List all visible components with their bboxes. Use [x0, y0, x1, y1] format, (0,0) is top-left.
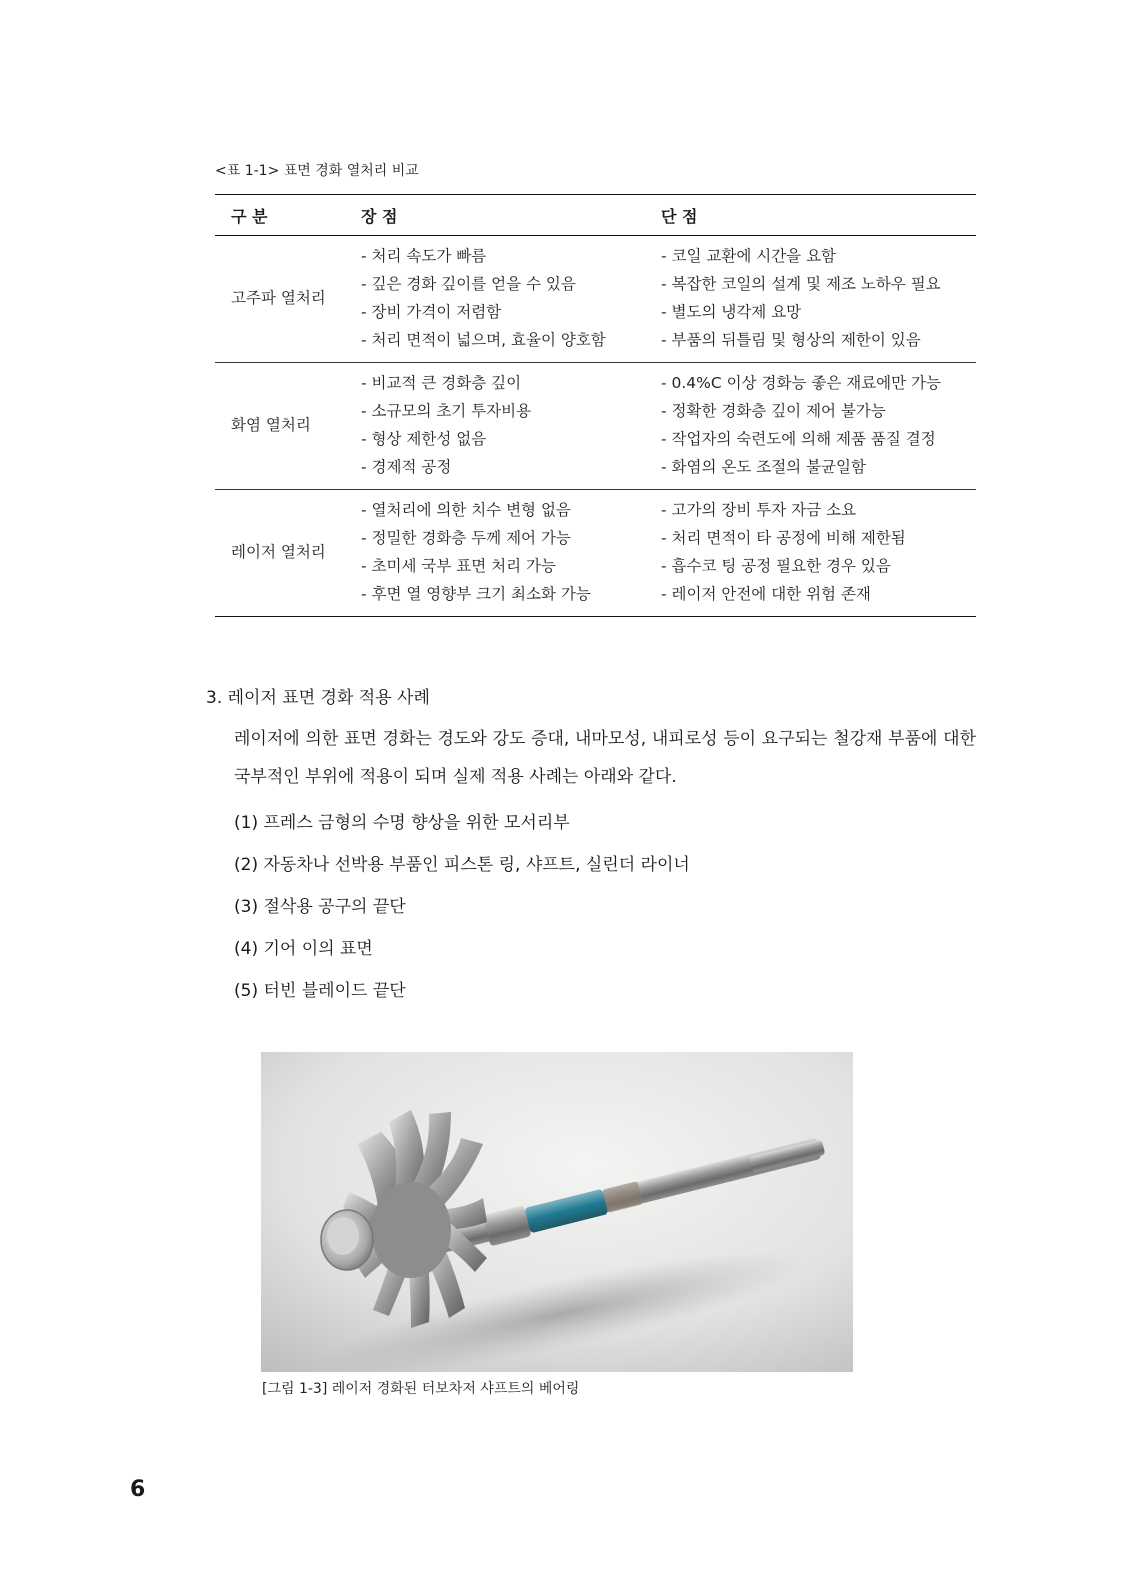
section-title: 3. 레이저 표면 경화 적용 사례: [206, 688, 430, 708]
disadvantage-line: - 복잡한 코일의 설계 및 제조 노하우 필요: [661, 275, 941, 293]
disadvantage-line: - 흡수코 팅 공정 필요한 경우 있음: [661, 557, 891, 575]
disadvantage-line: - 정확한 경화층 깊이 제어 불가능: [661, 402, 886, 420]
advantage-line: - 소규모의 초기 투자비용: [361, 402, 532, 420]
row-advantages: [361, 363, 661, 490]
row-advantages: [361, 490, 661, 617]
row-advantages: [361, 236, 661, 363]
list-item: (4) 기어 이의 표면: [234, 939, 373, 959]
table-row: [215, 236, 976, 363]
advantage-line: - 정밀한 경화층 두께 제어 가능: [361, 529, 571, 547]
advantage-line: - 깊은 경화 깊이를 얻을 수 있음: [361, 275, 576, 293]
turbocharger-shaft-photo: [261, 1052, 853, 1372]
disadvantage-line: - 레이저 안전에 대한 위험 존재: [661, 585, 871, 603]
header-disadvantages: 단 점: [661, 195, 976, 236]
turbine-hub-face: [327, 1217, 359, 1255]
application-list: [234, 802, 976, 1012]
advantage-line: - 처리 면적이 넓으며, 효율이 양호함: [361, 331, 606, 349]
disadvantage-line: - 코일 교환에 시간을 요함: [661, 247, 837, 265]
list-item: (2) 자동차나 선박용 부품인 피스톤 링, 샤프트, 실린더 라이너: [234, 855, 690, 875]
row-category: 레이저 열처리: [215, 490, 361, 617]
row-category: 고주파 열처리: [215, 236, 361, 363]
advantage-line: - 처리 속도가 빠름: [361, 247, 487, 265]
row-disadvantages: [661, 363, 976, 490]
turbine-hub-body: [371, 1182, 451, 1278]
disadvantage-line: - 별도의 냉각제 요망: [661, 303, 802, 321]
disadvantage-line: - 부품의 뒤틀림 및 형상의 제한이 있음: [661, 331, 921, 349]
section-paragraph: 레이저에 의한 표면 경화는 경도와 강도 증대, 내마모성, 내피로성 등이 요구되는 철강재 부품에 대한 국부적인 부위에 적용이 되며 실제 적용 사례는 아래와 같다.: [234, 729, 976, 787]
header-advantages: 장 점: [361, 195, 661, 236]
disadvantage-line: - 0.4%C 이상 경화능 좋은 재료에만 가능: [661, 374, 942, 392]
page-number: 6: [130, 1477, 146, 1502]
advantage-line: - 열처리에 의한 치수 변형 없음: [361, 501, 571, 519]
figure-caption: [그림 1-3] 레이저 경화된 터보차저 샤프트의 베어링: [262, 1381, 580, 1397]
section-laser-hardening: [206, 684, 976, 1012]
comparison-table: [215, 194, 976, 617]
advantage-line: - 비교적 큰 경화층 깊이: [361, 374, 522, 392]
list-item: (1) 프레스 금형의 수명 향상을 위한 모서리부: [234, 813, 570, 833]
disadvantage-line: - 처리 면적이 타 공정에 비해 제한됨: [661, 529, 906, 547]
row-category: 화염 열처리: [215, 363, 361, 490]
table-caption: <표 1-1> 표면 경화 열처리 비교: [215, 163, 419, 179]
disadvantage-line: - 고가의 장비 투자 자금 소요: [661, 501, 856, 519]
disadvantage-line: - 화염의 온도 조절의 불균일함: [661, 458, 866, 476]
list-item: (5) 터빈 블레이드 끝단: [234, 981, 406, 1001]
advantage-line: - 형상 제한성 없음: [361, 430, 487, 448]
row-disadvantages: [661, 236, 976, 363]
advantage-line: - 경제적 공정: [361, 458, 452, 476]
row-disadvantages: [661, 490, 976, 617]
list-item: (3) 절삭용 공구의 끝단: [234, 897, 406, 917]
advantage-line: - 초미세 국부 표면 처리 가능: [361, 557, 556, 575]
header-category: 구 분: [215, 195, 361, 236]
advantage-line: - 후면 열 영향부 크기 최소화 가능: [361, 585, 591, 603]
table-row: [215, 363, 976, 490]
disadvantage-line: - 작업자의 숙련도에 의해 제품 품질 결정: [661, 430, 936, 448]
table-row: [215, 490, 976, 617]
table-header-row: [215, 195, 976, 236]
advantage-line: - 장비 가격이 저렴함: [361, 303, 502, 321]
